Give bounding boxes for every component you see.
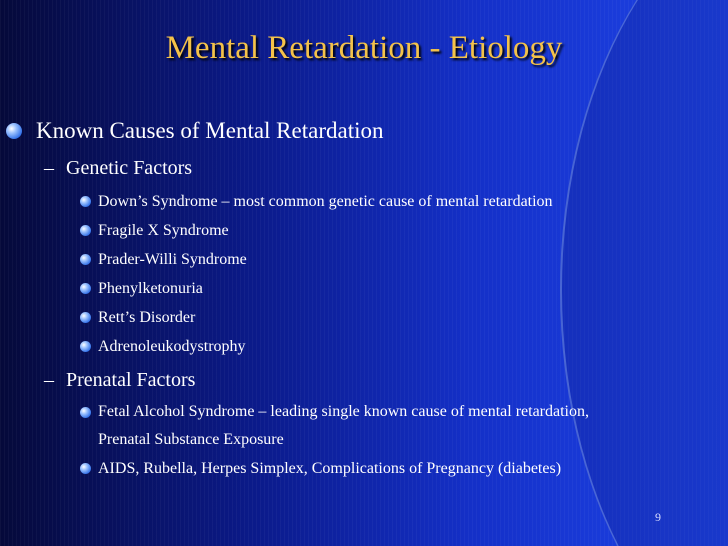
list-item-text: Prader-Willi Syndrome bbox=[98, 251, 247, 268]
list-item bbox=[78, 454, 718, 483]
bullet-ball-icon bbox=[6, 123, 22, 139]
bullet-ball-icon bbox=[80, 341, 91, 352]
list-item bbox=[78, 398, 638, 454]
genetic-factors-label: Genetic Factors bbox=[66, 157, 193, 179]
list-item bbox=[78, 216, 698, 245]
list-item-text: Rett’s Disorder bbox=[98, 309, 196, 326]
list-item-text: Adrenoleukodystrophy bbox=[98, 338, 246, 355]
prenatal-factors-label: Prenatal Factors bbox=[66, 369, 196, 391]
bullet-ball-icon bbox=[80, 196, 91, 207]
list-item bbox=[78, 274, 698, 303]
prenatal-factors-heading bbox=[44, 369, 195, 392]
list-item bbox=[78, 245, 698, 274]
genetic-factors-heading bbox=[44, 157, 192, 180]
page-number: 9 bbox=[655, 510, 661, 524]
list-item-text: Phenylketonuria bbox=[98, 280, 203, 297]
main-bullet bbox=[0, 118, 383, 144]
prenatal-factors-list bbox=[78, 398, 638, 483]
list-item bbox=[78, 187, 698, 216]
list-item-text: AIDS, Rubella, Herpes Simplex, Complications of Pregnancy (diabetes) bbox=[98, 460, 562, 477]
list-item bbox=[78, 303, 698, 332]
list-item-text: Fetal Alcohol Syndrome – leading single known cause of mental retardation, Prenatal Substance Exposure bbox=[98, 403, 589, 448]
bullet-ball-icon bbox=[80, 283, 91, 294]
slide-title: Mental Retardation - Etiology bbox=[165, 30, 563, 66]
list-item-text: Fragile X Syndrome bbox=[98, 222, 229, 239]
bullet-ball-icon bbox=[80, 407, 91, 418]
dash-icon: – bbox=[44, 369, 54, 391]
bullet-ball-icon bbox=[80, 225, 91, 236]
dash-icon: – bbox=[44, 157, 54, 179]
genetic-factors-list bbox=[78, 187, 698, 361]
bullet-ball-icon bbox=[80, 463, 91, 474]
bullet-ball-icon bbox=[80, 254, 91, 265]
list-item bbox=[78, 332, 698, 361]
main-bullet-text: Known Causes of Mental Retardation bbox=[36, 118, 384, 143]
list-item-text: Down’s Syndrome – most common genetic cause of mental retardation bbox=[98, 193, 553, 210]
bullet-ball-icon bbox=[80, 312, 91, 323]
